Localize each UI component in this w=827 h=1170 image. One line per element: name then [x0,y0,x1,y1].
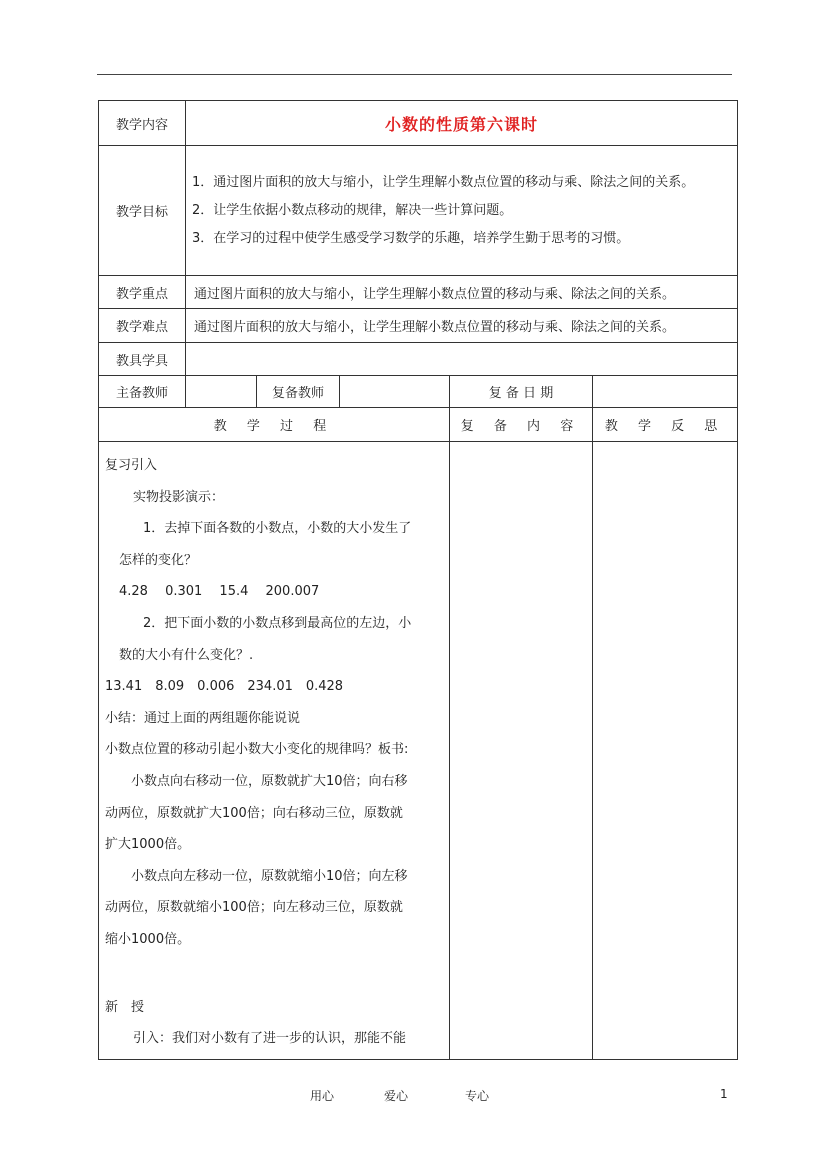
process-line: 1．去掉下面各数的小数点，小数的大小发生了 [143,521,412,537]
main-teacher-value [186,376,257,408]
label-objectives: 教学目标 [99,146,186,276]
process-line: 小数点位置的移动引起小数大小变化的规律吗？板书: [105,742,409,758]
footer-item-2: 爱心 [384,1089,409,1103]
difficulties-text: 通过图片面积的放大与缩小，让学生理解小数点位置的移动与乘、除法之间的关系。 [186,309,738,343]
process-line: 动两位，原数就扩大100倍；向右移动三位，原数就 [105,805,403,821]
process-line: 复习引入 [105,458,158,473]
lesson-title: 小数的性质第六课时 [186,101,738,146]
process-line: 数的大小有什么变化？. [119,647,254,663]
key-points-text: 通过图片面积的放大与缩小，让学生理解小数点位置的移动与乘、除法之间的关系。 [186,276,738,309]
row-process-body [99,442,738,1060]
tools-cell [186,343,738,376]
label-tools: 教具学具 [99,343,186,376]
objectives-cell [186,146,738,276]
label-content: 教学内容 [99,101,186,146]
process-line: 4.28 0.301 15.4 200.007 [119,584,320,600]
review-date-value [593,376,738,408]
process-line: 小结：通过上面的两组题你能说说 [105,710,301,726]
page-number: 1 [720,1087,728,1101]
row-difficulties [99,309,738,343]
reflection-cell [593,442,738,1060]
objective-3: 3．在学习的过程中使学生感受学习数学的乐趣，培养学生勤于思考的习惯。 [192,230,630,246]
process-cell [99,442,450,1060]
process-line: 缩小1000倍。 [105,931,191,947]
process-line: 引入：我们对小数有了进一步的认识，那能不能 [133,1031,407,1047]
process-line: 扩大1000倍。 [105,837,191,853]
label-key-points: 教学重点 [99,276,186,309]
process-line: 怎样的变化？ [119,552,198,568]
row-content [99,101,738,146]
process-line: 新 授 [105,999,145,1015]
process-line: 小数点向左移动一位，原数就缩小10倍；向左移 [131,868,408,884]
review-content-cell [450,442,593,1060]
process-line: 实物投影演示： [133,489,225,505]
process-line: 13.41 8.09 0.006 234.01 0.428 [105,679,344,695]
label-review-date: 复 备 日 期 [450,376,593,408]
header-rule [97,74,732,75]
objective-1: 1．通过图片面积的放大与缩小，让学生理解小数点位置的移动与乘、除法之间的关系。 [192,174,695,190]
label-review-teacher: 复备教师 [257,376,340,408]
footer-item-1: 用心 [310,1089,335,1103]
process-line: 小数点向右移动一位，原数就扩大10倍；向右移 [131,773,408,789]
row-tools [99,343,738,376]
lesson-plan-table [98,100,738,1060]
header-process: 教 学 过 程 [99,408,450,442]
row-section-headers [99,408,738,442]
process-line: 2．把下面小数的小数点移到最高位的左边，小 [143,615,412,631]
row-key-points [99,276,738,309]
review-teacher-value [340,376,450,408]
row-teachers [99,376,738,408]
row-objectives [99,146,738,276]
footer-item-3: 专心 [465,1089,490,1103]
objective-2: 2．让学生依据小数点移动的规律，解决一些计算问题。 [192,202,513,218]
label-main-teacher: 主备教师 [99,376,186,408]
spacer [105,956,443,992]
header-review-content: 复 备 内 容 [450,408,593,442]
process-line: 动两位，原数就缩小100倍；向左移动三位，原数就 [105,900,403,916]
label-difficulties: 教学难点 [99,309,186,343]
header-reflection: 教 学 反 思 [593,408,738,442]
